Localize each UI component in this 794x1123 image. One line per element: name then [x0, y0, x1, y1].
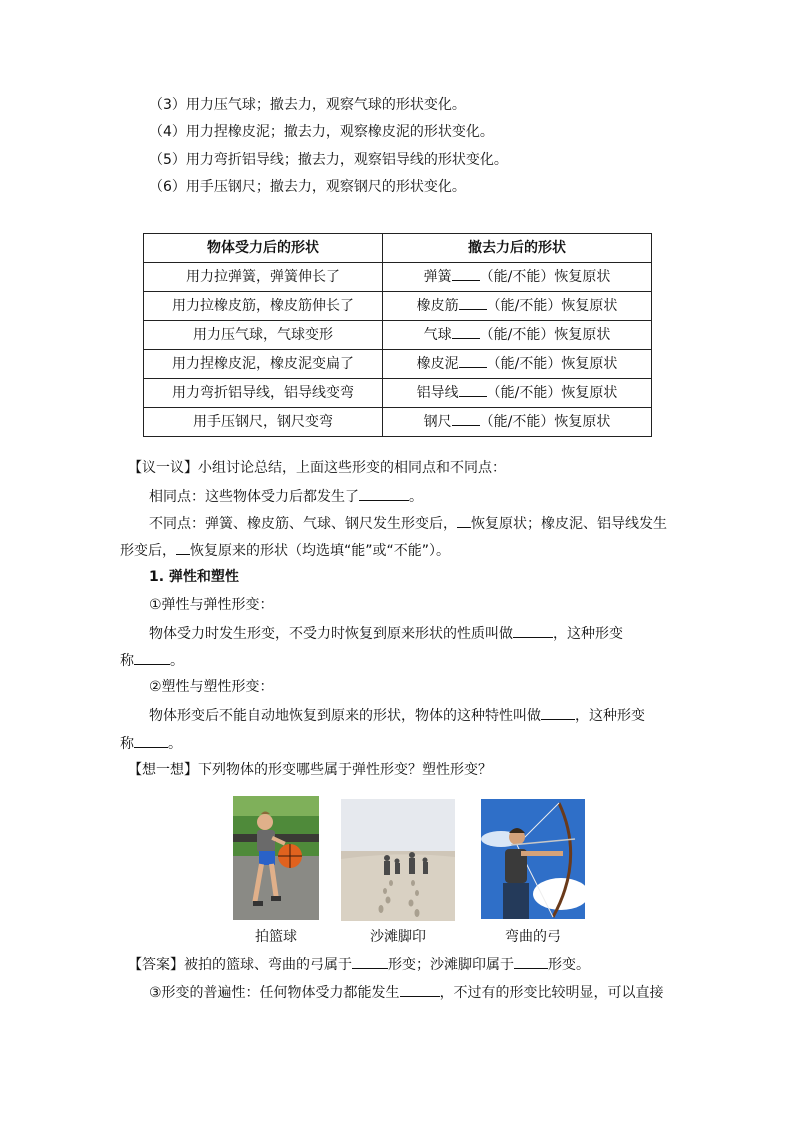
answer-blank[interactable]	[400, 982, 440, 997]
table-row	[144, 292, 652, 321]
table-row	[144, 350, 652, 379]
beach-footprints-photo	[341, 799, 455, 921]
plastic-end: 。	[168, 736, 182, 752]
after-cell	[383, 321, 652, 350]
after-cell	[383, 350, 652, 379]
answer-blank[interactable]	[452, 324, 480, 339]
option-text: （能/不能）恢复原状	[479, 268, 611, 285]
after-cell	[383, 379, 652, 408]
answer-text-end: 形变。	[548, 957, 590, 973]
object-name: 橡皮筋	[416, 297, 459, 314]
plastic-text-cont: ，这种形变	[575, 708, 645, 724]
table-row	[144, 263, 652, 292]
basketball-photo	[233, 796, 319, 920]
section-title: 1. 弹性和塑性	[149, 569, 239, 585]
step-5: （5）用力弯折铝导线；撤去力，观察铝导线的形状变化。	[149, 152, 508, 168]
elastic-definition-cont	[120, 650, 184, 671]
universality-text: ③形变的普遍性：任何物体受力都能发生	[149, 985, 400, 1001]
universality-line	[149, 982, 664, 1003]
answer-blank[interactable]	[541, 705, 575, 720]
plastic-call: 称	[120, 736, 134, 752]
beach-illustration	[341, 799, 455, 921]
answer-blank[interactable]	[452, 411, 480, 426]
option-text: （能/不能）恢复原状	[486, 384, 618, 401]
deformation-table	[143, 233, 652, 437]
elastic-text-cont: ，这种形变	[553, 626, 623, 642]
answer-blank[interactable]	[352, 954, 388, 969]
answer-blank[interactable]	[459, 382, 487, 397]
answer-blank[interactable]	[176, 540, 190, 555]
elastic-end: 。	[170, 653, 184, 669]
object-name: 弹簧	[423, 268, 452, 285]
object-name: 橡皮泥	[416, 355, 459, 372]
table-row	[144, 321, 652, 350]
elastic-call: 称	[120, 653, 134, 669]
answer-blank[interactable]	[359, 486, 409, 501]
force-cell: 用力压气球，气球变形	[144, 321, 383, 350]
after-cell	[383, 292, 652, 321]
basketball-illustration	[233, 796, 319, 920]
plastic-text: 物体形变后不能自动地恢复到原来的形状，物体的这种特性叫做	[149, 708, 541, 724]
force-cell: 用手压钢尺，钢尺变弯	[144, 408, 383, 437]
option-text: （能/不能）恢复原状	[486, 297, 618, 314]
diff-text: 不同点：弹簧、橡皮筋、气球、钢尺发生形变后，	[149, 516, 457, 532]
same-text: 相同点：这些物体受力后都发生了	[149, 489, 359, 505]
answer-blank[interactable]	[459, 295, 487, 310]
step-6: （6）用手压钢尺；撤去力，观察钢尺的形状变化。	[149, 179, 466, 195]
after-cell	[383, 263, 652, 292]
table-row	[144, 379, 652, 408]
plastic-definition-cont	[120, 733, 182, 754]
object-name: 气球	[423, 326, 452, 343]
answer-blank[interactable]	[452, 266, 480, 281]
force-cell: 用力捏橡皮泥，橡皮泥变扁了	[144, 350, 383, 379]
answer-blank[interactable]	[134, 650, 170, 665]
answer-blank[interactable]	[459, 353, 487, 368]
option-text: （能/不能）恢复原状	[486, 355, 618, 372]
caption-basketball: 拍篮球	[255, 929, 297, 945]
table-header-row	[144, 234, 652, 263]
force-cell: 用力拉弹簧，弹簧伸长了	[144, 263, 383, 292]
bending-bow-photo	[481, 799, 585, 919]
discuss-diff-line1	[149, 513, 667, 534]
think-prompt: 【想一想】下列物体的形变哪些属于弹性形变？塑性形变？	[128, 762, 492, 778]
answer-blank[interactable]	[134, 733, 168, 748]
object-name: 钢尺	[423, 413, 452, 430]
same-end: 。	[409, 489, 423, 505]
after-cell	[383, 408, 652, 437]
answer-line	[128, 954, 590, 975]
table-row	[144, 408, 652, 437]
plastic-definition	[149, 705, 645, 726]
option-text: （能/不能）恢复原状	[479, 326, 611, 343]
header-after-shape: 撤去力后的形状	[383, 234, 652, 263]
step-4: （4）用力捏橡皮泥；撤去力，观察橡皮泥的形状变化。	[149, 124, 494, 140]
answer-blank[interactable]	[514, 954, 548, 969]
discuss-same	[149, 486, 423, 507]
caption-bow: 弯曲的弓	[505, 929, 561, 945]
option-text: （能/不能）恢复原状	[479, 413, 611, 430]
header-force-shape: 物体受力后的形状	[144, 234, 383, 263]
answer-blank[interactable]	[513, 623, 553, 638]
discuss-intro: 【议一议】小组讨论总结，上面这些形变的相同点和不同点：	[128, 460, 506, 476]
archer-illustration	[481, 799, 585, 919]
object-name: 铝导线	[416, 384, 459, 401]
elastic-heading: ①弹性与弹性形变：	[149, 597, 274, 613]
diff-text-cont: 恢复原来的形状（均选填“能”或“不能”）。	[190, 543, 451, 559]
force-cell: 用力弯折铝导线，铝导线变弯	[144, 379, 383, 408]
diff-text-cont: 恢复原状；橡皮泥、铝导线发生	[471, 516, 667, 532]
universality-text-cont: ，不过有的形变比较明显，可以直接	[439, 985, 664, 1001]
elastic-definition	[149, 623, 623, 644]
answer-blank[interactable]	[457, 513, 471, 528]
answer-text: 【答案】被拍的篮球、弯曲的弓属于	[128, 957, 352, 973]
discuss-diff-line2	[120, 540, 450, 561]
caption-beach: 沙滩脚印	[370, 929, 426, 945]
answer-text-mid: 形变；沙滩脚印属于	[388, 957, 514, 973]
force-cell: 用力拉橡皮筋，橡皮筋伸长了	[144, 292, 383, 321]
diff-text: 形变后，	[120, 543, 176, 559]
step-3: （3）用力压气球；撤去力，观察气球的形状变化。	[149, 97, 466, 113]
plastic-heading: ②塑性与塑性形变：	[149, 679, 274, 695]
elastic-text: 物体受力时发生形变，不受力时恢复到原来形状的性质叫做	[149, 626, 513, 642]
